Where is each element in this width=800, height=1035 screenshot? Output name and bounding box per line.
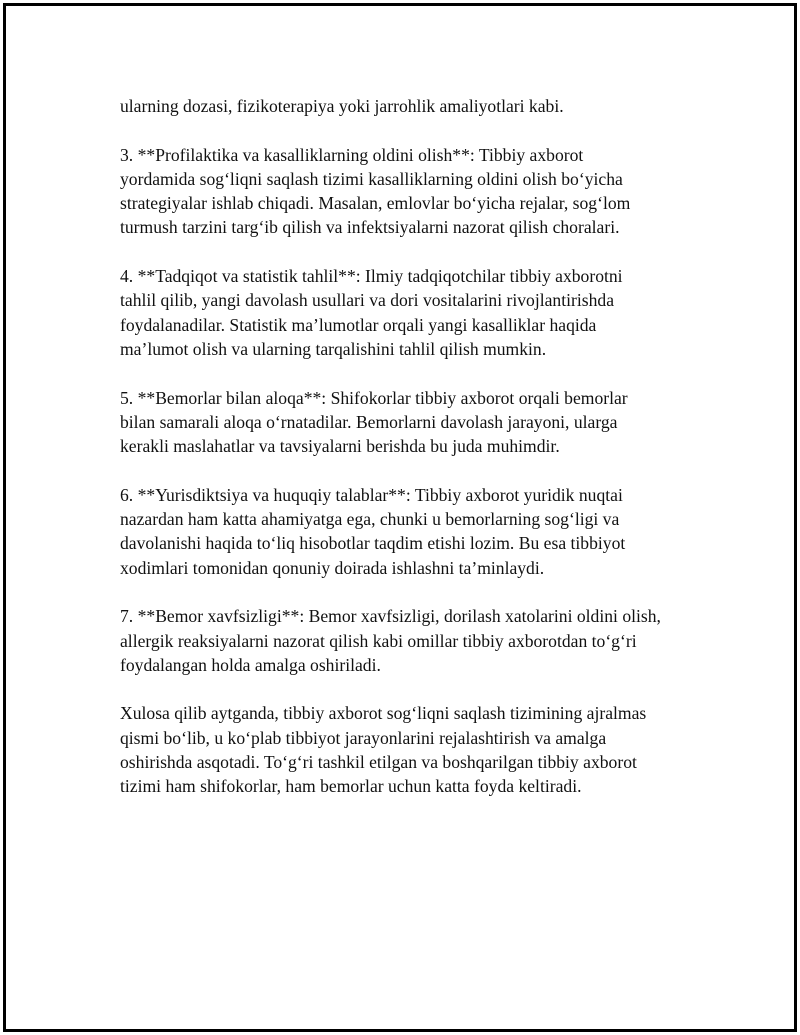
paragraph-item-5: 5. **Bemorlar bilan aloqa**: Shifokorlar tibbiy axborot orqali bemorlar bilan samarali aloqa o‘rnatadilar. Bemorlarni davolash jarayoni, ularga kerakli maslahatlar va tavsiyalarni berishda bu juda muhimdir. (120, 387, 628, 457)
document-body (120, 94, 720, 799)
document-page (3, 3, 797, 1032)
paragraph-item-7: 7. **Bemor xavfsizligi**: Bemor xavfsizligi, dorilash xatolarini oldini olish, allergik reaksiyalarni nazorat qilish kabi omillar tibbiy axborotdan to‘g‘ri foydalangan holda amalga oshiriladi. (120, 606, 661, 675)
paragraph-continuation: ularning dozasi, fizikoterapiya yoki jarrohlik amaliyotlari kabi. (120, 96, 564, 116)
paragraph-item-4: 4. **Tadqiqot va statistik tahlil**: Ilmiy tadqiqotchilar tibbiy axborotni tahlil qilib, yangi davolash usullari va dori vositalarini rivojlantirishda foydalanadilar. Statistik ma’lumotlar orqali yangi kasalliklar haqida ma’lumot olish va ularning tarqalishini tahlil qilish mumkin. (120, 266, 623, 359)
paragraph-item-3: 3. **Profilaktika va kasalliklarning oldini olish**: Tibbiy axborot yordamida sog‘liqni saqlash tizimi kasalliklarning oldini olish bo‘yicha strategiyalar ishlab chiqadi. Masalan, emlovlar bo‘yicha rejalar, sog‘lom turmush tarzini targ‘ib qilish va infektsiyalarni nazorat qilish choralari. (120, 144, 631, 238)
paragraph-item-6: 6. **Yurisdiktsiya va huquqiy talablar**: Tibbiy axborot yuridik nuqtai nazardan ham katta ahamiyatga ega, chunki u bemorlarning sog‘ligi va davolanishi haqida to‘liq hisobotlar taqdim etishi lozim. Bu esa tibbiyot xodimlari tomonidan qonuniy doirada ishlashni ta’minlaydi. (120, 484, 626, 578)
paragraph-conclusion: Xulosa qilib aytganda, tibbiy axborot sog‘liqni saqlash tizimining ajralmas qismi bo‘lib, u ko‘plab tibbiyot jarayonlarini rejalashtirish va amalga oshirishda asqotadi. To‘g‘ri tashkil etilgan va boshqarilgan tibbiy axborot tizimi ham shifokorlar, ham bemorlar uchun katta foyda keltiradi. (120, 703, 647, 797)
